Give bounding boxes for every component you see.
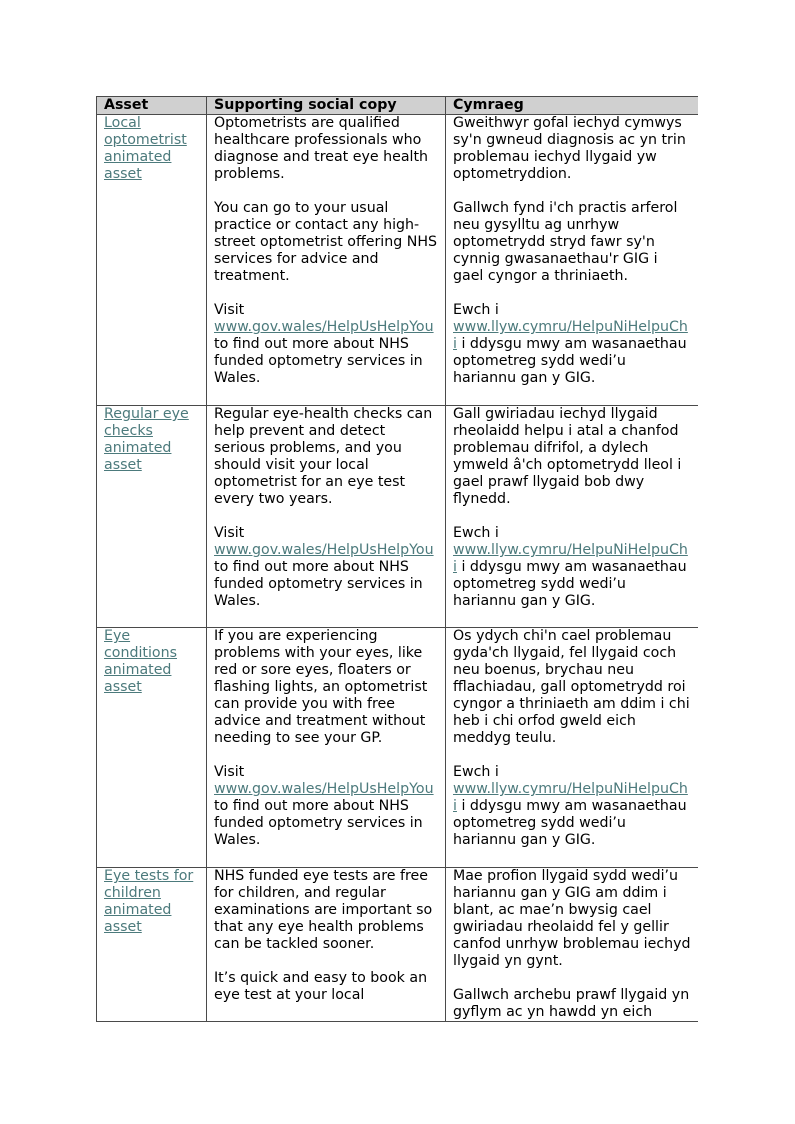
page-bottom-border (96, 1021, 698, 1022)
document-page (96, 96, 698, 1022)
header-cymraeg: Cymraeg (446, 97, 699, 115)
llyw-cymru-link[interactable]: www.llyw.cymru/HelpuNiHelpuChi (453, 319, 688, 352)
llyw-cymru-link[interactable]: www.llyw.cymru/HelpuNiHelpuChi (453, 542, 688, 575)
asset-cell (97, 868, 207, 1023)
asset-cell (97, 115, 207, 406)
english-copy-cell (207, 115, 446, 406)
english-visit-paragraph (214, 302, 438, 387)
english-paragraph: It’s quick and easy to book an eye test at your local (214, 970, 428, 1003)
table-header-row (97, 97, 699, 115)
english-visit-paragraph (214, 764, 438, 849)
welsh-visit-paragraph (453, 525, 691, 610)
table-row (97, 115, 699, 406)
welsh-copy-cell (446, 115, 699, 406)
asset-cell (97, 628, 207, 868)
header-supporting-social-copy: Supporting social copy (207, 97, 446, 115)
visit-text: Ewch i (453, 764, 499, 780)
english-copy-cell (207, 406, 446, 628)
visit-tail-text: i ddysgu mwy am wasanaethau optometreg sydd wedi’u hariannu gan y GIG. (453, 336, 687, 386)
welsh-paragraph: Gall gwiriadau iechyd llygaid rheolaidd helpu i atal a chanfod problemau difrifol, a dylech ymweld â'ch optometrydd lleol i gael prawf llygaid bob dwy flynedd. (453, 406, 682, 507)
asset-link-eye-conditions[interactable]: Eye conditions animated asset (104, 628, 177, 695)
table-row (97, 406, 699, 628)
english-paragraph: NHS funded eye tests are free for children, and regular examinations are important so that any eye health problems can be tackled sooner. (214, 868, 433, 952)
asset-link-regular-eye-checks[interactable]: Regular eye checks animated asset (104, 406, 189, 473)
header-asset: Asset (97, 97, 207, 115)
welsh-visit-paragraph (453, 302, 691, 387)
english-paragraph: Optometrists are qualified healthcare professionals who diagnose and treat eye health problems. (214, 115, 429, 182)
visit-tail-text: to find out more about NHS funded optometry services in Wales. (214, 336, 423, 386)
welsh-paragraph: Mae profion llygaid sydd wedi’u hariannu gan y GIG am ddim i blant, ac mae’n bwysig cael gwiriadau rheolaidd fel y gellir canfod unrhyw broblemau iechyd llygaid yn gynt. (453, 868, 691, 969)
gov-wales-link[interactable]: www.gov.wales/HelpUsHelpYou (214, 319, 434, 335)
assets-table (96, 96, 698, 1022)
visit-text: Visit (214, 764, 245, 780)
welsh-copy-cell (446, 406, 699, 628)
visit-text: Ewch i (453, 525, 499, 541)
gov-wales-link[interactable]: www.gov.wales/HelpUsHelpYou (214, 542, 434, 558)
english-paragraph: Regular eye-health checks can help prevent and detect serious problems, and you should visit your local optometrist for an eye test every two years. (214, 406, 433, 507)
visit-tail-text: i ddysgu mwy am wasanaethau optometreg sydd wedi’u hariannu gan y GIG. (453, 798, 687, 848)
visit-text: Ewch i (453, 302, 499, 318)
welsh-paragraph: Gallwch archebu prawf llygaid yn gyflym ac yn hawdd yn eich (453, 987, 690, 1020)
welsh-paragraph: Gweithwyr gofal iechyd cymwys sy'n gwneud diagnosis ac yn trin problemau iechyd llygaid yw optometryddion. (453, 115, 686, 182)
asset-link-eye-tests-for-children[interactable]: Eye tests for children animated asset (104, 868, 194, 935)
welsh-copy-cell (446, 868, 699, 1023)
english-copy-cell (207, 868, 446, 1023)
table-row (97, 868, 699, 1023)
english-copy-cell (207, 628, 446, 868)
table-row (97, 628, 699, 868)
visit-tail-text: to find out more about NHS funded optometry services in Wales. (214, 798, 423, 848)
visit-text: Visit (214, 302, 245, 318)
english-paragraph: If you are experiencing problems with your eyes, like red or sore eyes, floaters or flashing lights, an optometrist can provide you with free advice and treatment without needing to see your GP. (214, 628, 428, 746)
welsh-visit-paragraph (453, 764, 691, 849)
gov-wales-link[interactable]: www.gov.wales/HelpUsHelpYou (214, 781, 434, 797)
visit-text: Visit (214, 525, 245, 541)
welsh-paragraph: Os ydych chi'n cael problemau gyda'ch llygaid, fel llygaid coch neu boenus, brychau neu fflachiadau, gall optometrydd roi cyngor a thriniaeth am ddim i chi heb i chi orfod gweld eich meddyg teulu. (453, 628, 690, 746)
asset-link-local-optometrist[interactable]: Local optometrist animated asset (104, 115, 187, 182)
visit-tail-text: i ddysgu mwy am wasanaethau optometreg sydd wedi’u hariannu gan y GIG. (453, 559, 687, 609)
asset-cell (97, 406, 207, 628)
llyw-cymru-link[interactable]: www.llyw.cymru/HelpuNiHelpuChi (453, 781, 688, 814)
welsh-copy-cell (446, 628, 699, 868)
welsh-paragraph: Gallwch fynd i'ch practis arferol neu gysylltu ag unrhyw optometrydd stryd fawr sy'n cynnig gwasanaethau'r GIG i gael cyngor a thriniaeth. (453, 200, 678, 284)
visit-tail-text: to find out more about NHS funded optometry services in Wales. (214, 559, 423, 609)
english-paragraph: You can go to your usual practice or contact any high-street optometrist offering NHS services for advice and treatment. (214, 200, 438, 284)
english-visit-paragraph (214, 525, 438, 610)
